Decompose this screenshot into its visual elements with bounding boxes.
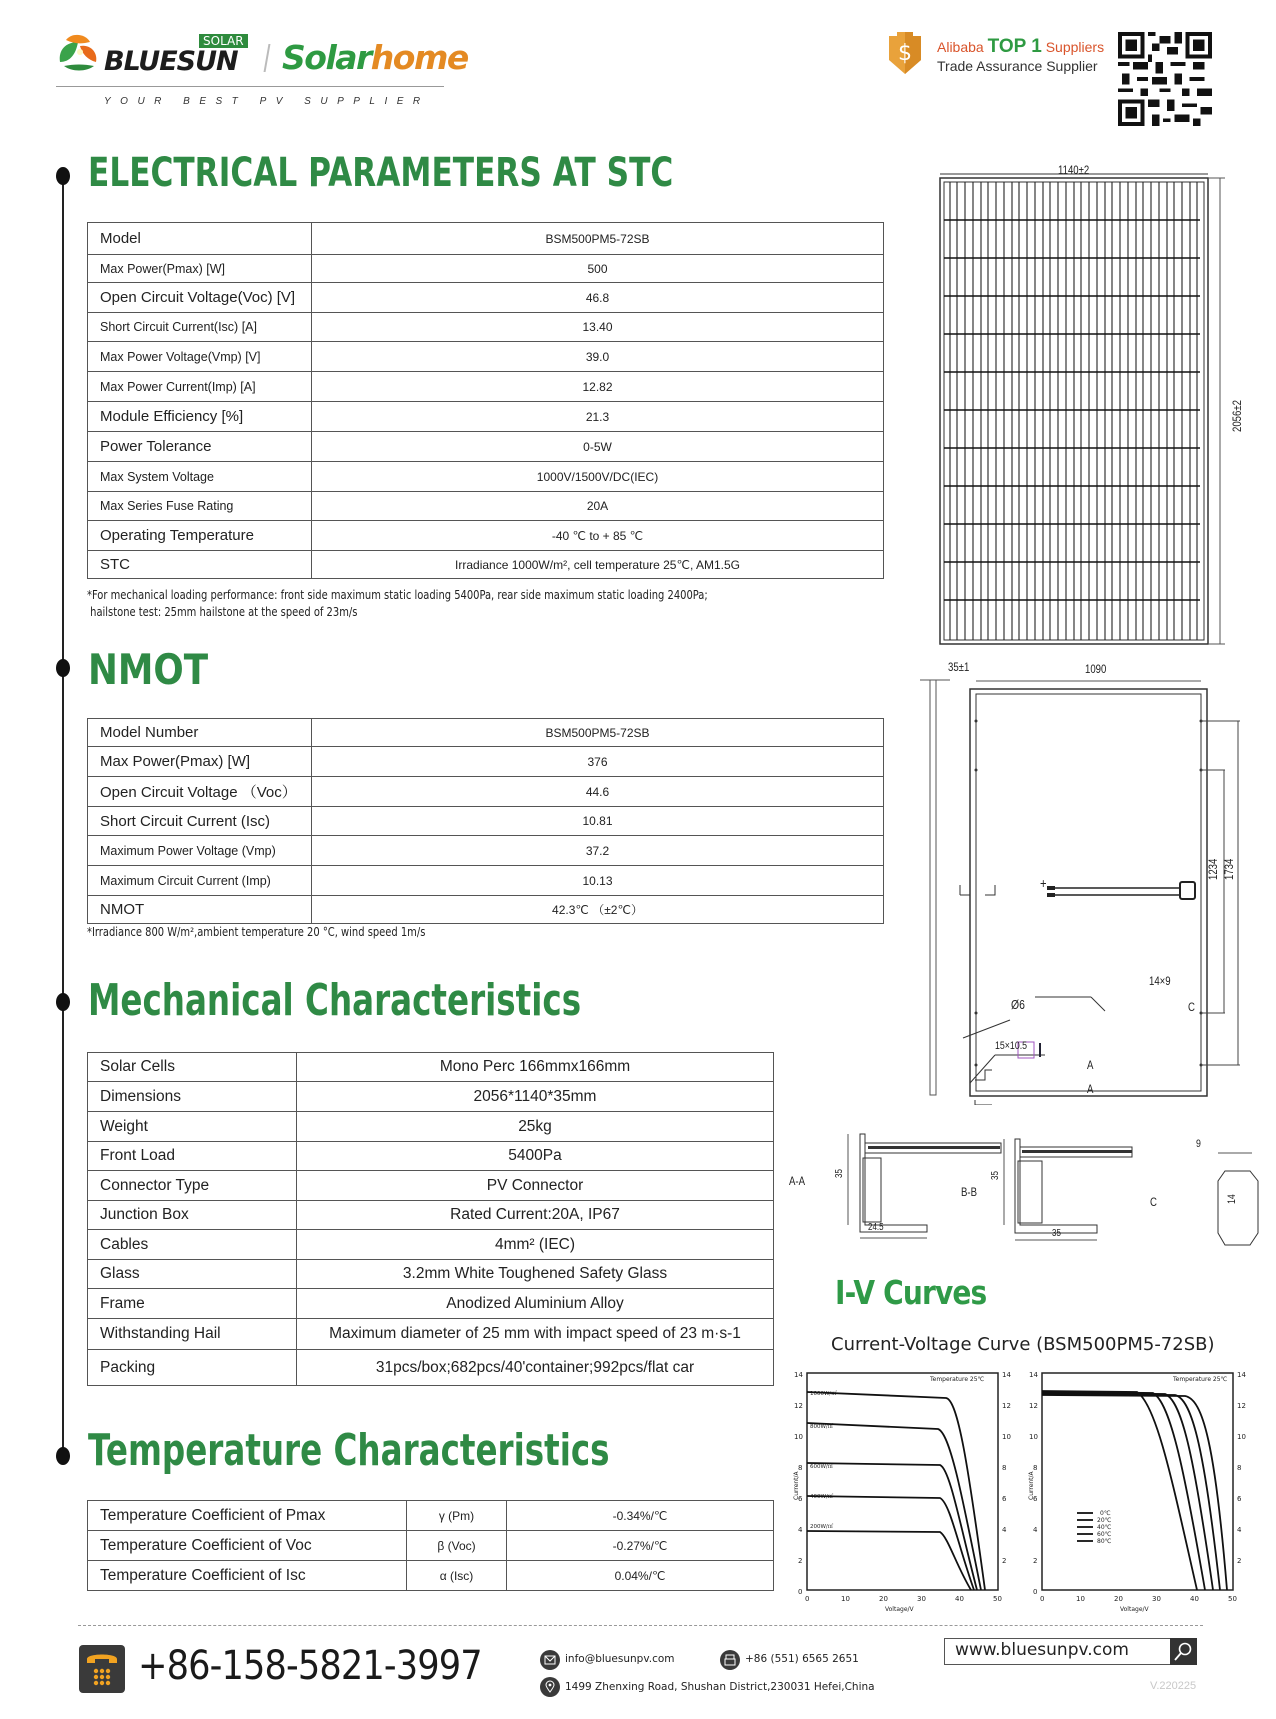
svg-text:10: 10 bbox=[841, 1595, 850, 1603]
dimension-label: 14 bbox=[1226, 1194, 1238, 1204]
svg-text:14: 14 bbox=[1002, 1371, 1011, 1379]
svg-text:Voltage/V: Voltage/V bbox=[885, 1606, 914, 1613]
svg-text:4: 4 bbox=[1002, 1526, 1007, 1534]
section-timeline bbox=[62, 170, 64, 1460]
svg-text:8: 8 bbox=[1033, 1464, 1038, 1472]
section-label: B-B bbox=[961, 1185, 978, 1199]
table-row: Cables 4mm² (IEC) bbox=[88, 1230, 774, 1260]
table-row: Weight 25kg bbox=[88, 1112, 774, 1142]
svg-text:40: 40 bbox=[955, 1595, 964, 1603]
section-heading-electrical: ELECTRICAL PARAMETERS AT STC bbox=[88, 150, 674, 196]
svg-text:10: 10 bbox=[1237, 1433, 1246, 1441]
svg-text:0: 0 bbox=[1040, 1595, 1045, 1603]
svg-text:2: 2 bbox=[1002, 1557, 1007, 1565]
svg-text:2: 2 bbox=[1033, 1557, 1038, 1565]
dimension-label: 24.5 bbox=[868, 1222, 884, 1233]
dimension-label: 14×9 bbox=[1149, 974, 1171, 988]
svg-text:0: 0 bbox=[1033, 1588, 1038, 1596]
table-row: Max Power Voltage(Vmp) [V] 39.0 bbox=[88, 342, 884, 372]
electrical-footnote: *For mechanical loading performance: front side maximum static loading 5400Pa, rear side maximum static loading 2400Pa; hailstone test: 25mm hailstone at the speed of 23m/s bbox=[87, 588, 708, 619]
svg-text:$: $ bbox=[898, 41, 912, 66]
panel-back-drawing bbox=[905, 660, 1245, 1105]
table-row: Power Tolerance 0-5W bbox=[88, 432, 884, 462]
table-row: Max Series Fuse Rating 20A bbox=[88, 492, 884, 521]
logo-divider bbox=[56, 86, 444, 87]
search-icon bbox=[1170, 1638, 1197, 1665]
brand-logo bbox=[56, 28, 468, 118]
iv-chart-temperature bbox=[1025, 1365, 1265, 1620]
table-row: Frame Anodized Aluminium Alloy bbox=[88, 1289, 774, 1319]
svg-text:50: 50 bbox=[1228, 1595, 1237, 1603]
trade-assurance-label: Trade Assurance Supplier bbox=[937, 58, 1098, 74]
table-row: Glass 3.2mm White Toughened Safety Glass bbox=[88, 1260, 774, 1289]
iv-chart-irradiance bbox=[790, 1365, 1020, 1620]
email-link[interactable]: info@bluesunpv.com bbox=[565, 1653, 675, 1665]
svg-text:0℃: 0℃ bbox=[1100, 1510, 1111, 1517]
svg-text:Current/A: Current/A bbox=[793, 1471, 800, 1500]
address: 1499 Zhenxing Road, Shushan District,230031 Hefei,China bbox=[565, 1681, 875, 1693]
section-bullet bbox=[56, 167, 70, 185]
svg-text:6: 6 bbox=[1033, 1495, 1038, 1503]
dimension-label: Ø6 bbox=[1011, 997, 1025, 1012]
table-row: Max Power(Pmax) [W] 376 bbox=[88, 747, 884, 777]
svg-text:6: 6 bbox=[1237, 1495, 1242, 1503]
section-bullet bbox=[56, 993, 70, 1011]
svg-text:60℃: 60℃ bbox=[1097, 1531, 1112, 1538]
table-row: Solar Cells Mono Perc 166mmx166mm bbox=[88, 1053, 774, 1082]
svg-text:80℃: 80℃ bbox=[1097, 1538, 1112, 1545]
brand-badge: SOLAR bbox=[199, 34, 248, 48]
svg-text:6: 6 bbox=[1002, 1495, 1007, 1503]
table-row: Open Circuit Voltage(Voc) [V] 46.8 bbox=[88, 283, 884, 313]
section-marker: A bbox=[1087, 1058, 1094, 1072]
svg-text:200W/㎡: 200W/㎡ bbox=[810, 1524, 834, 1530]
svg-text:400W/㎡: 400W/㎡ bbox=[810, 1494, 834, 1500]
iv-curves-heading: I-V Curves bbox=[835, 1273, 987, 1312]
svg-text:12: 12 bbox=[1002, 1402, 1011, 1410]
frame-section-drawings bbox=[820, 1125, 1270, 1255]
dimension-label: 35 bbox=[834, 1169, 845, 1178]
svg-text:20: 20 bbox=[1114, 1595, 1123, 1603]
partner-brand: Solarhome bbox=[282, 38, 468, 77]
table-row: Model Number BSM500PM5-72SB bbox=[88, 719, 884, 747]
svg-text:4: 4 bbox=[1033, 1526, 1038, 1534]
table-row: Junction Box Rated Current:20A, IP67 bbox=[88, 1201, 774, 1230]
section-heading-temperature: Temperature Characteristics bbox=[88, 1425, 610, 1476]
panel-front-drawing bbox=[935, 160, 1235, 650]
fax-number: +86 (551) 6565 2651 bbox=[745, 1653, 859, 1665]
electrical-params-table bbox=[87, 222, 884, 579]
table-row: Temperature Coefficient of Isc α (Isc) 0.04%/℃ bbox=[88, 1561, 774, 1591]
svg-text:4: 4 bbox=[798, 1526, 803, 1534]
brand-name: BLUESUN bbox=[104, 46, 238, 77]
svg-text:Temperature 25℃: Temperature 25℃ bbox=[930, 1376, 985, 1383]
trade-assurance-shield-icon bbox=[885, 32, 925, 74]
website-url[interactable]: www.bluesunpv.com bbox=[955, 1640, 1129, 1660]
table-row: Module Efficiency [%] 21.3 bbox=[88, 402, 884, 432]
phone-number[interactable]: +86-158-5821-3997 bbox=[138, 1643, 482, 1689]
section-bullet bbox=[56, 1447, 70, 1465]
brand-separator bbox=[264, 44, 271, 72]
table-row: Temperature Coefficient of Pmax γ (Pm) -0.34%/℃ bbox=[88, 1501, 774, 1531]
qr-code-icon[interactable] bbox=[1118, 32, 1212, 126]
dimension-label: 9 bbox=[1196, 1138, 1201, 1150]
version-label: V.220225 bbox=[1150, 1680, 1197, 1692]
dimension-label: 1234 bbox=[1206, 858, 1220, 880]
sun-leaf-icon bbox=[56, 32, 100, 76]
section-marker: C bbox=[1188, 1000, 1195, 1014]
table-row: STC Irradiance 1000W/m², cell temperature 25℃, AM1.5G bbox=[88, 551, 884, 579]
dimension-label: 15×10.5 bbox=[995, 1040, 1028, 1052]
svg-text:0: 0 bbox=[805, 1595, 810, 1603]
dimension-label: 35 bbox=[1052, 1228, 1061, 1239]
dimension-label: 1090 bbox=[1085, 662, 1107, 676]
table-row: NMOT 42.3℃ （±2℃） bbox=[88, 896, 884, 924]
table-row: Packing 31pcs/box;682pcs/40'container;992pcs/flat car bbox=[88, 1350, 774, 1386]
svg-text:4: 4 bbox=[1237, 1526, 1242, 1534]
dimension-label: 1140±2 bbox=[1058, 163, 1090, 177]
table-row: Short Circuit Current (Isc) 10.81 bbox=[88, 807, 884, 836]
svg-text:10: 10 bbox=[1029, 1433, 1038, 1441]
svg-text:20℃: 20℃ bbox=[1097, 1517, 1112, 1524]
svg-text:50: 50 bbox=[993, 1595, 1002, 1603]
search-button[interactable] bbox=[1170, 1638, 1197, 1665]
table-row: Maximum Circuit Current (Imp) 10.13 bbox=[88, 866, 884, 896]
svg-text:40: 40 bbox=[1190, 1595, 1199, 1603]
nmot-params-table bbox=[87, 718, 884, 924]
svg-text:1000W/㎡: 1000W/㎡ bbox=[810, 1391, 837, 1397]
footer-divider bbox=[78, 1625, 1203, 1626]
dimension-label: 2056±2 bbox=[1230, 400, 1244, 432]
svg-text:2: 2 bbox=[1237, 1557, 1242, 1565]
svg-text:30: 30 bbox=[1152, 1595, 1161, 1603]
table-row: Front Load 5400Pa bbox=[88, 1142, 774, 1171]
table-row: Dimensions 2056*1140*35mm bbox=[88, 1082, 774, 1112]
section-heading-nmot: NMOT bbox=[88, 645, 209, 694]
iv-curves-subtitle: Current-Voltage Curve (BSM500PM5-72SB) bbox=[831, 1334, 1215, 1355]
svg-text:600W/㎡: 600W/㎡ bbox=[810, 1464, 834, 1470]
table-row: Short Circuit Current(Isc) [A] 13.40 bbox=[88, 313, 884, 342]
svg-text:Temperature 25℃: Temperature 25℃ bbox=[1173, 1376, 1228, 1383]
dimension-label: 1734 bbox=[1222, 858, 1236, 880]
svg-text:14: 14 bbox=[1029, 1371, 1038, 1379]
table-row: Withstanding Hail Maximum diameter of 25 mm with impact speed of 23 m·s-1 bbox=[88, 1319, 774, 1350]
email-icon bbox=[540, 1650, 560, 1670]
table-row: Max System Voltage 1000V/1500V/DC(IEC) bbox=[88, 462, 884, 492]
nmot-footnote: *Irradiance 800 W/m²,ambient temperature 20 °C, wind speed 1m/s bbox=[87, 925, 426, 939]
table-row: Temperature Coefficient of Voc β (Voc) -0.27%/℃ bbox=[88, 1531, 774, 1561]
table-row: Max Power Current(Imp) [A] 12.82 bbox=[88, 372, 884, 402]
svg-text:10: 10 bbox=[794, 1433, 803, 1441]
svg-text:14: 14 bbox=[1237, 1371, 1246, 1379]
mechanical-table bbox=[87, 1052, 774, 1386]
table-row: Max Power(Pmax) [W] 500 bbox=[88, 255, 884, 283]
table-row: Connector Type PV Connector bbox=[88, 1171, 774, 1201]
tagline: YOUR BEST PV SUPPLIER bbox=[104, 96, 430, 107]
svg-text:8: 8 bbox=[1237, 1464, 1242, 1472]
svg-text:6: 6 bbox=[798, 1495, 803, 1503]
alibaba-badge: Alibaba TOP 1 Suppliers bbox=[937, 36, 1105, 57]
plus-terminal-label: + bbox=[1040, 875, 1047, 891]
table-row: Maximum Power Voltage (Vmp) 37.2 bbox=[88, 836, 884, 866]
svg-text:14: 14 bbox=[794, 1371, 803, 1379]
svg-text:Voltage/V: Voltage/V bbox=[1120, 1606, 1149, 1613]
section-label: A-A bbox=[789, 1174, 806, 1188]
section-marker: A bbox=[1087, 1082, 1094, 1096]
table-row: Model BSM500PM5-72SB bbox=[88, 223, 884, 255]
fax-icon bbox=[720, 1650, 740, 1670]
location-pin-icon bbox=[540, 1677, 560, 1697]
table-row: Open Circuit Voltage （Voc） 44.6 bbox=[88, 777, 884, 807]
svg-text:40℃: 40℃ bbox=[1097, 1524, 1112, 1531]
section-bullet bbox=[56, 659, 70, 677]
svg-text:12: 12 bbox=[1029, 1402, 1038, 1410]
section-heading-mechanical: Mechanical Characteristics bbox=[88, 975, 582, 1026]
temperature-table bbox=[87, 1500, 774, 1591]
svg-text:8: 8 bbox=[798, 1464, 803, 1472]
svg-text:12: 12 bbox=[1237, 1402, 1246, 1410]
svg-text:12: 12 bbox=[794, 1402, 803, 1410]
table-row: Operating Temperature -40 ℃ to + 85 ℃ bbox=[88, 521, 884, 551]
svg-text:20: 20 bbox=[879, 1595, 888, 1603]
svg-text:2: 2 bbox=[798, 1557, 803, 1565]
dimension-label: 35 bbox=[990, 1171, 1001, 1180]
svg-text:Current/A: Current/A bbox=[1028, 1471, 1035, 1500]
svg-text:10: 10 bbox=[1002, 1433, 1011, 1441]
svg-text:10: 10 bbox=[1076, 1595, 1085, 1603]
svg-text:0: 0 bbox=[798, 1588, 803, 1596]
telephone-icon bbox=[79, 1645, 125, 1693]
svg-text:30: 30 bbox=[917, 1595, 926, 1603]
dimension-label: 35±1 bbox=[948, 660, 970, 674]
section-label: C bbox=[1150, 1195, 1157, 1209]
svg-text:8: 8 bbox=[1002, 1464, 1007, 1472]
svg-text:800W/㎡: 800W/㎡ bbox=[810, 1424, 834, 1430]
